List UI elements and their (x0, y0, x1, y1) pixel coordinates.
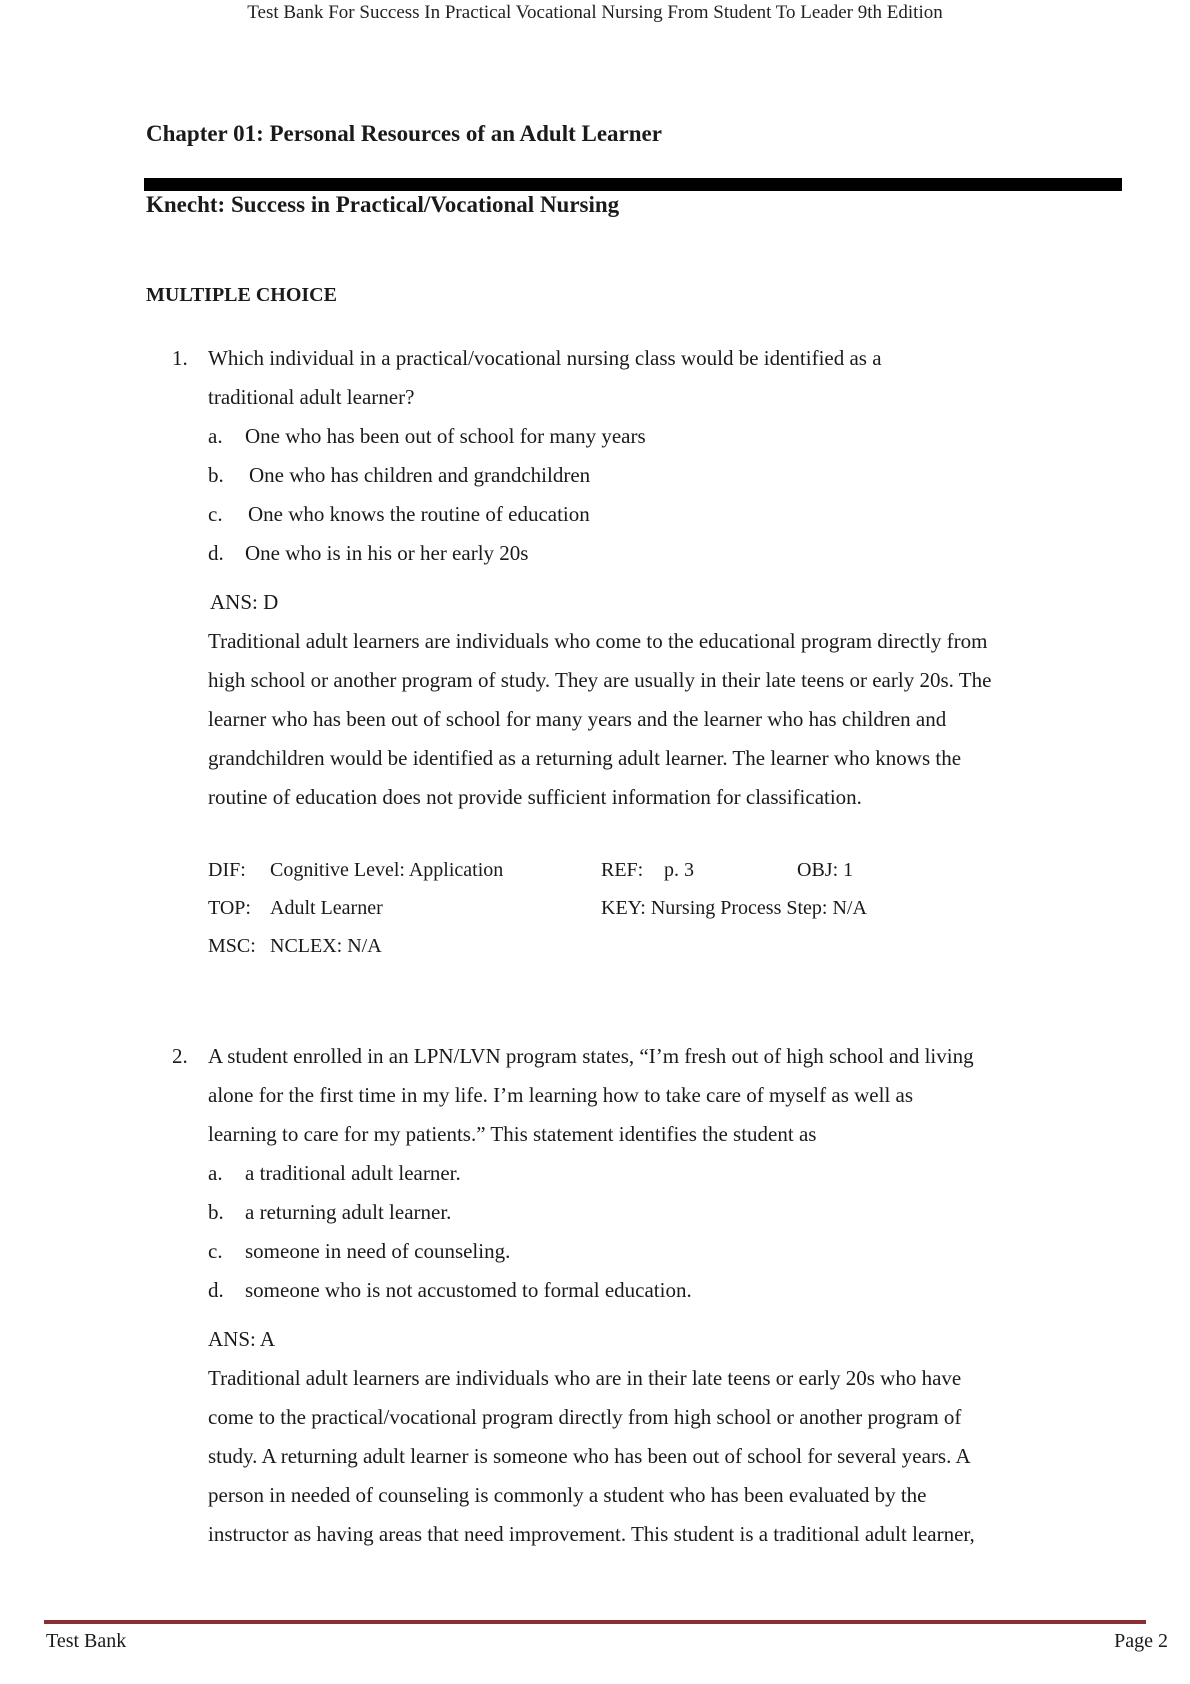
meta-key: KEY: Nursing Process Step: N/A (601, 897, 867, 919)
option-text: One who is in his or her early 20s (245, 541, 529, 565)
option-text: someone who is not accustomed to formal education. (245, 1278, 692, 1302)
question-stem-line: traditional adult learner? (208, 385, 415, 409)
rationale-line: person in needed of counseling is commonly a student who has been evaluated by the (208, 1483, 927, 1507)
meta-top-label: TOP: (208, 897, 251, 919)
footer-label: Test Bank (46, 1630, 127, 1652)
question-number: 2. (172, 1044, 188, 1068)
option-letter: b. (208, 463, 224, 487)
running-head: Test Bank For Success In Practical Vocational Nursing From Student To Leader 9th Edition (247, 2, 943, 23)
question-stem-line: Which individual in a practical/vocational nursing class would be identified as a (208, 346, 882, 370)
question-stem-line: A student enrolled in an LPN/LVN program states, “I’m fresh out of high school and living (208, 1044, 974, 1068)
rationale-line: come to the practical/vocational program directly from high school or another program of (208, 1405, 962, 1429)
option-letter: d. (208, 541, 224, 565)
meta-ref-label: REF: (601, 859, 644, 881)
option-text: One who has been out of school for many years (245, 424, 646, 448)
option-letter: c. (208, 502, 223, 526)
book-title: Knecht: Success in Practical/Vocational Nursing (146, 192, 620, 217)
meta-dif-value: Cognitive Level: Application (270, 859, 504, 881)
option-letter: c. (208, 1239, 223, 1263)
question-stem-line: learning to care for my patients.” This statement identifies the student as (208, 1122, 817, 1146)
page-number: Page 2 (1114, 1630, 1168, 1652)
chapter-title: Chapter 01: Personal Resources of an Adult Learner (146, 121, 662, 146)
footer-rule (44, 1620, 1146, 1624)
rationale-line: grandchildren would be identified as a returning adult learner. The learner who knows the (208, 746, 962, 770)
rationale-line: Traditional adult learners are individuals who come to the educational program directly from (208, 629, 988, 653)
option-text: a returning adult learner. (245, 1200, 452, 1224)
option-text: One who has children and grandchildren (249, 463, 591, 487)
section-title: MULTIPLE CHOICE (146, 284, 337, 306)
option-letter: a. (208, 424, 223, 448)
meta-msc-label: MSC: (208, 935, 256, 957)
rationale-line: learner who has been out of school for many years and the learner who has children and (208, 707, 947, 731)
meta-top-value: Adult Learner (270, 897, 383, 919)
question-number: 1. (172, 346, 188, 370)
rationale-line: Traditional adult learners are individuals who are in their late teens or early 20s who have (208, 1366, 962, 1390)
rationale-line: high school or another program of study. They are usually in their late teens or early 20s. The (208, 668, 992, 692)
meta-dif-label: DIF: (208, 859, 246, 881)
meta-ref-value: p. 3 (664, 859, 694, 881)
meta-msc-value: NCLEX: N/A (270, 935, 382, 957)
answer-key: ANS: A (208, 1327, 276, 1351)
answer-key: ANS: D (210, 590, 279, 614)
section-divider (144, 178, 1122, 191)
rationale-line: instructor as having areas that need improvement. This student is a traditional adult learner, (208, 1522, 975, 1546)
rationale-line: routine of education does not provide sufficient information for classification. (208, 785, 862, 809)
meta-obj: OBJ: 1 (797, 859, 854, 881)
option-text: a traditional adult learner. (245, 1161, 461, 1185)
option-text: someone in need of counseling. (245, 1239, 511, 1263)
option-text: One who knows the routine of education (248, 502, 590, 526)
question-stem-line: alone for the first time in my life. I’m learning how to take care of myself as well as (208, 1083, 914, 1107)
option-letter: d. (208, 1278, 224, 1302)
rationale-line: study. A returning adult learner is someone who has been out of school for several years. A (208, 1444, 971, 1468)
option-letter: b. (208, 1200, 224, 1224)
option-letter: a. (208, 1161, 223, 1185)
